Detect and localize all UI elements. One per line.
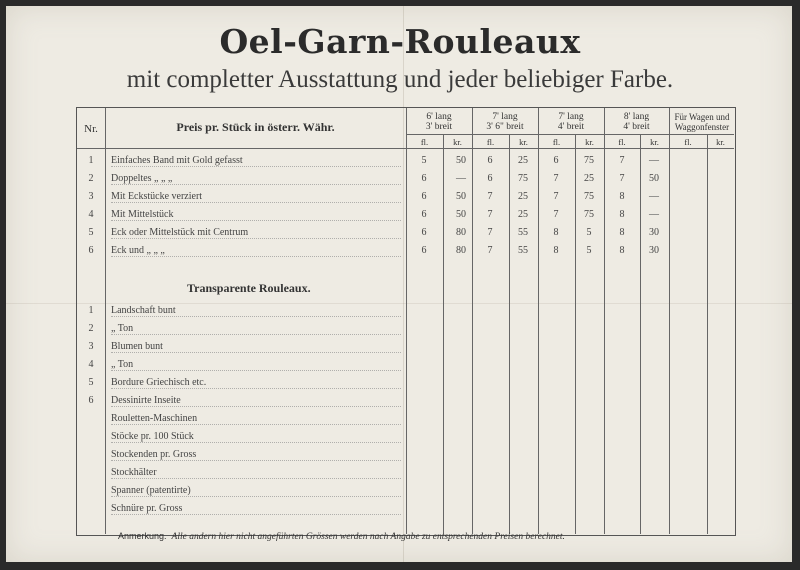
column-divider (604, 108, 605, 534)
header-fl: fl. (420, 137, 429, 147)
item-label: Stockenden pr. Gross (111, 449, 197, 460)
item-label: Stöcke pr. 100 Stück (111, 431, 194, 442)
price-cell: 6 (421, 245, 427, 256)
leader-dots (111, 315, 401, 317)
page-subtitle: mit completter Ausstattung und jeder beliebiger Farbe. (126, 66, 674, 93)
item-label: „ Ton (111, 359, 134, 370)
price-cell: 5 (586, 227, 592, 238)
price-cell: 80 (456, 227, 466, 238)
price-cell: 8 (553, 227, 559, 238)
column-divider (105, 108, 106, 534)
leader-dots (111, 351, 401, 353)
leader-dots (111, 495, 401, 497)
leader-dots (111, 513, 401, 515)
header-divider (77, 148, 734, 149)
row-number: 1 (88, 155, 94, 166)
item-label: Blumen bunt (111, 341, 163, 352)
subcolumn-divider (509, 134, 510, 534)
row-number: 2 (88, 173, 94, 184)
price-cell: 7 (487, 191, 493, 202)
price-cell: 75 (584, 155, 594, 166)
price-cell: 7 (487, 227, 493, 238)
price-cell: 50 (456, 209, 466, 220)
price-cell: 6 (421, 227, 427, 238)
price-cell: 25 (518, 191, 528, 202)
price-cell: 25 (584, 173, 594, 184)
column-divider (472, 108, 473, 534)
header-fl: fl. (486, 137, 495, 147)
price-cell: — (649, 191, 659, 202)
price-cell: 75 (584, 191, 594, 202)
row-number: 6 (88, 245, 94, 256)
price-cell: 6 (421, 209, 427, 220)
header-size-3: 7' lang 4' breit (557, 112, 585, 132)
price-cell: 8 (619, 245, 625, 256)
price-cell: 7 (487, 245, 493, 256)
price-cell: 7 (487, 209, 493, 220)
header-divider (406, 134, 734, 135)
price-cell: 8 (553, 245, 559, 256)
price-cell: 50 (456, 191, 466, 202)
header-kr: kr. (650, 137, 659, 147)
leader-dots (111, 255, 401, 257)
footnote-label: Anmerkung. (118, 531, 167, 541)
item-number: 4 (88, 359, 94, 370)
price-cell: 50 (456, 155, 466, 166)
leader-dots (111, 333, 401, 335)
header-size-2: 7' lang 3' 6" breit (486, 112, 524, 132)
header-fl: fl. (618, 137, 626, 147)
price-cell: 55 (518, 245, 528, 256)
item-label: „ Ton (111, 323, 134, 334)
leader-dots (111, 423, 401, 425)
subcolumn-divider (575, 134, 576, 534)
item-label: Rouletten-Maschinen (111, 413, 198, 424)
leader-dots (111, 477, 401, 479)
item-label: Dessinirte Inseite (111, 395, 181, 406)
price-cell: 7 (619, 173, 625, 184)
price-cell: 6 (487, 173, 493, 184)
price-cell: 8 (619, 227, 625, 238)
row-label: Mit Mittelstück (111, 209, 174, 220)
item-number: 6 (88, 395, 94, 406)
price-cell: 25 (518, 155, 528, 166)
price-cell: — (456, 173, 466, 184)
header-kr: kr. (716, 137, 725, 147)
price-cell: 55 (518, 227, 528, 238)
leader-dots (111, 165, 401, 167)
price-table (76, 107, 736, 536)
price-cell: 25 (518, 209, 528, 220)
row-number: 3 (88, 191, 94, 202)
price-cell: 7 (553, 209, 559, 220)
item-number: 5 (88, 377, 94, 388)
row-label: Eck oder Mittelstück mit Centrum (111, 227, 249, 238)
header-kr: kr. (585, 137, 594, 147)
price-cell: 75 (584, 209, 594, 220)
header-kr: kr. (519, 137, 528, 147)
header-nr: Nr. (84, 123, 98, 135)
leader-dots (111, 201, 401, 203)
price-cell: 8 (619, 191, 625, 202)
footnote-text: Alle andern hier nicht angeführten Grössen werden nach Angabe zu entsprechenden Preisen berechnet. (171, 532, 565, 542)
header-kr: kr. (453, 137, 462, 147)
item-label: Stockhälter (111, 467, 157, 478)
subcolumn-divider (640, 134, 641, 534)
header-size-4: 8' lang 4' breit (623, 112, 650, 132)
column-divider (538, 108, 539, 534)
price-cell: 5 (586, 245, 592, 256)
item-number: 2 (88, 323, 94, 334)
column-divider (669, 108, 670, 534)
price-cell: 7 (553, 191, 559, 202)
row-label: Einfaches Band mit Gold gefasst (111, 155, 243, 166)
price-cell: 5 (421, 155, 427, 166)
price-cell: 6 (487, 155, 493, 166)
row-label: Mit Eckstücke verziert (111, 191, 203, 202)
item-number: 1 (88, 305, 94, 316)
price-cell: — (649, 209, 659, 220)
item-number: 3 (88, 341, 94, 352)
section-title: Transparente Rouleaux. (187, 281, 311, 295)
price-cell: 50 (649, 173, 659, 184)
header-size-1: 6' lang 3' breit (425, 112, 453, 132)
header-size-5: Für Wagen und Waggonfenster (674, 112, 730, 132)
price-cell: 7 (619, 155, 625, 166)
price-cell: 7 (553, 173, 559, 184)
column-divider (406, 108, 407, 534)
price-cell: 75 (518, 173, 528, 184)
row-number: 4 (88, 209, 94, 220)
leader-dots (111, 387, 401, 389)
header-fl: fl. (552, 137, 561, 147)
price-cell: 6 (421, 191, 427, 202)
item-label: Spanner (patentirte) (111, 485, 191, 496)
price-cell: — (649, 155, 659, 166)
price-cell: 30 (649, 245, 659, 256)
item-label: Schnüre pr. Gross (111, 503, 183, 514)
item-label: Landschaft bunt (111, 305, 176, 316)
leader-dots (111, 441, 401, 443)
leader-dots (111, 237, 401, 239)
leader-dots (111, 183, 401, 185)
price-cell: 6 (421, 173, 427, 184)
leader-dots (111, 459, 401, 461)
leader-dots (111, 369, 401, 371)
header-fl: fl. (684, 137, 692, 147)
subcolumn-divider (443, 134, 444, 534)
row-label: Eck und „ „ „ (111, 245, 165, 256)
leader-dots (111, 405, 401, 407)
price-cell: 30 (649, 227, 659, 238)
row-label: Doppeltes „ „ „ (111, 173, 173, 184)
price-cell: 8 (619, 209, 625, 220)
leader-dots (111, 219, 401, 221)
page-title: Oel-Garn-Rouleaux (219, 22, 581, 61)
item-label: Bordure Griechisch etc. (111, 377, 207, 388)
footnote (118, 531, 565, 542)
header-price: Preis pr. Stück in österr. Währ. (176, 120, 335, 134)
price-cell: 80 (456, 245, 466, 256)
row-number: 5 (88, 227, 94, 238)
subcolumn-divider (707, 134, 708, 534)
price-cell: 6 (553, 155, 559, 166)
